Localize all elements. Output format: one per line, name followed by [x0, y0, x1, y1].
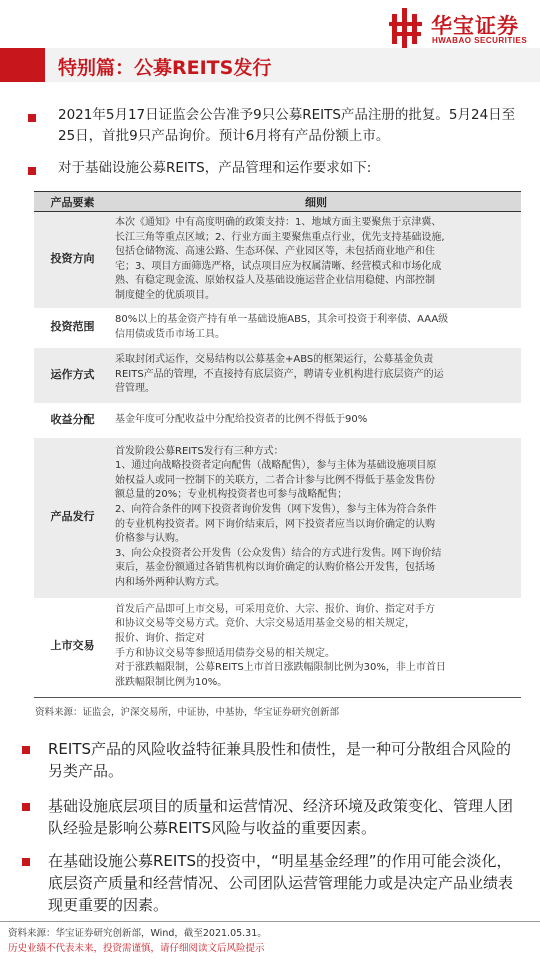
detail-line: 首发阶段公募REITS发行有三种方式：: [115, 445, 284, 457]
table-row: [34, 403, 521, 438]
bullet-square-icon: [22, 803, 30, 811]
detail-line: 1、通过向战略投资者定向配售（战略配售），参与主体为基础设施项目原: [115, 460, 437, 472]
detail-line: 80%以上的基金资产持有单一基础设施ABS，其余可投资于利率债、AAA级: [115, 313, 449, 325]
detail-line: 采取封闭式运作，交易结构以公募基金+ABS的框架运行，公募基金负责: [115, 354, 434, 366]
bullet-text-4: 基础设施底层项目的质量和运营情况、经济环境及政策变化、管理人团队经验是影响公募REITS风险与收益的重要因素。: [48, 797, 514, 837]
bullet-square-icon: [28, 167, 36, 175]
header-element: 产品要素: [34, 192, 111, 212]
detail-line: 和协议交易等交易方式。竞价、大宗交易适用基金交易的相关规定，: [115, 618, 415, 630]
table-row: [34, 308, 521, 348]
detail-line: 始权益人或同一控制下的关联方，二者合计参与比例不得低于基金发售份: [115, 474, 435, 486]
detail-line: 额总量的20%；专业机构投资者也可参与战略配售；: [115, 489, 348, 501]
detail-line: 内和场外两种认购方式。: [115, 576, 225, 588]
detail-line: 长江三角等重点区域；2、行业方面主要聚焦重点行业，优先支持基础设施,: [115, 231, 445, 243]
row-detail: [111, 348, 521, 403]
row-detail: [111, 212, 521, 308]
detail-line: 首发后产品即可上市交易，可采用竞价、大宗、报价、询价、指定对手方: [115, 603, 435, 615]
detail-line: 信用债或货币市场工具。: [115, 328, 225, 340]
bullet-square-icon: [22, 858, 30, 866]
title-accent-block: [0, 48, 45, 82]
detail-line: 包括仓储物流、高速公路、生态环保、产业园区等，未包括商业地产和住: [115, 246, 435, 258]
row-key: 产品发行: [34, 438, 111, 598]
bullet-square-icon: [28, 114, 36, 122]
table-row: [34, 438, 521, 598]
detail-line: 营管理。: [115, 383, 155, 395]
page-title: 特别篇：公募REITS发行: [58, 57, 272, 79]
row-key: 运作方式: [34, 348, 111, 403]
bullet-text-5: 在基础设施公募REITS的投资中，“明星基金经理”的作用可能会淡化，底层资产质量和经营情况、公司团队运营管理能力或是决定产品业绩表现更重要的因素。: [48, 852, 514, 914]
bullet-text-1: 2021年5月17日证监会公告准予9只公募REITS产品注册的批复。5月24日至25日，首批9只产品询价。预计6月将有产品份额上市。: [58, 107, 516, 144]
row-key: 收益分配: [34, 403, 111, 438]
logo-name-en: HWABAO SECURITIES: [432, 36, 528, 45]
row-key: 上市交易: [34, 598, 111, 696]
detail-line: 手方和协议交易等参照适用债券交易的相关规定。: [115, 647, 335, 659]
header-detail: 细则: [111, 192, 521, 212]
table-row: [34, 598, 521, 696]
footer-source: 资料来源：华宝证券研究创新部，Wind，截至2021.05.31。: [8, 928, 267, 939]
reits-rules-table: [34, 191, 521, 696]
bullet-square-icon: [22, 746, 30, 754]
row-detail: [111, 438, 521, 598]
bullet-text-3: REITS产品的风险收益特征兼具股性和债性，是一种可分散组合风险的另类产品。: [48, 740, 512, 780]
detail-line: 基金年度可分配收益中分配给投资者的比例不得低于90%: [115, 413, 368, 425]
row-detail: [111, 308, 521, 348]
detail-line: 宅；3、项目方面筛选严格，试点项目应为权属清晰、经营模式和市场化成: [115, 260, 442, 272]
company-logo: [389, 6, 535, 50]
table-row: [34, 348, 521, 403]
detail-line: 熟、有稳定现金流、原始权益人及基础设施运营企业信用稳健、内部控制: [115, 275, 435, 287]
row-key: 投资方向: [34, 212, 111, 308]
bullet-text-2: 对于基础设施公募REITS，产品管理和运作要求如下:: [58, 160, 372, 176]
detail-line: 涨跌幅限制比例为10%。: [115, 676, 228, 688]
detail-line: REITS产品的管理，不直接持有底层资产，聘请专业机构进行底层资产的运: [115, 368, 444, 380]
detail-line: 束后，基金份额通过各销售机构以询价确定的认购价格公开发售，包括场: [115, 562, 435, 574]
table-row: [34, 212, 521, 308]
footer-divider: [0, 921, 540, 922]
row-detail: [111, 403, 521, 438]
detail-line: 价格参与认购。: [115, 533, 185, 545]
row-key: 投资范围: [34, 308, 111, 348]
detail-line: 对于涨跌幅限制，公募REITS上市首日涨跌幅限制比例为30%，非上市首日: [115, 662, 446, 674]
footer-disclaimer: 历史业绩不代表未来，投资需谨慎，请仔细阅读文后风险提示: [8, 943, 265, 954]
detail-line: 制度健全的优质项目。: [115, 289, 215, 301]
table-header-row: [34, 192, 521, 212]
table-source-note: 资料来源：证监会，沪深交易所，中证协，中基协，华宝证券研究创新部: [35, 707, 340, 718]
logo-name-cn: 华宝证券: [431, 14, 519, 38]
detail-line: 3、向公众投资者公开发售（公众发售）结合的方式进行发售。网下询价结: [115, 547, 442, 559]
detail-line: 报价、询价、指定对: [115, 632, 205, 644]
logo-mark-icon: [389, 6, 425, 50]
detail-line: 本次《通知》中有高度明确的政策支持：1、地域方面主要聚焦于京津冀、: [115, 216, 442, 228]
detail-line: 的专业机构投资者。网下询价结束后，网下投资者应当以询价确定的认购: [115, 518, 435, 530]
row-detail: [111, 598, 521, 696]
table-bottom-rule: [34, 697, 521, 698]
detail-line: 2、向符合条件的网下投资者询价发售（网下发售），参与主体为符合条件: [115, 503, 437, 515]
